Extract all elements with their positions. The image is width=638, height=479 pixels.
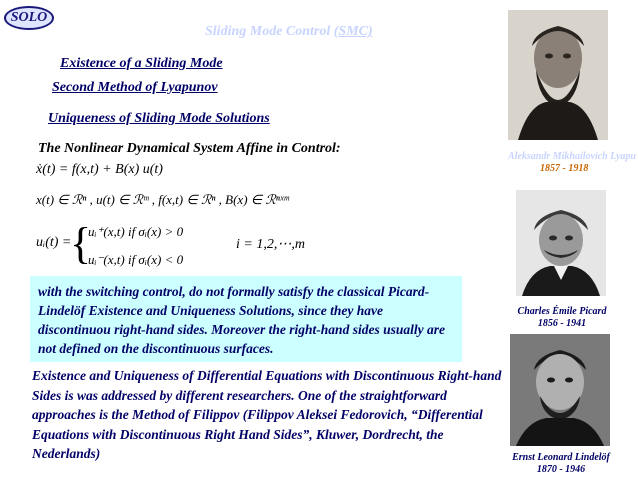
- title-abbr: (SMC): [333, 24, 373, 39]
- heading-system: The Nonlinear Dynamical System Affine in Control:: [38, 141, 341, 156]
- heading-existence: Existence of a Sliding Mode: [60, 56, 223, 71]
- highlight-text: with the switching control, do not formally satisfy the classical Picard-Lindelöf Existence and Uniqueness Solutions, since they have discontinuou right-hand sides. Moreover the right-hand sides usually are not defined on the discontinuous surfaces.: [38, 284, 445, 356]
- portrait-picard: [516, 190, 606, 296]
- slide-title: [205, 24, 373, 40]
- caption-lyapunov-years: 1857 - 1918: [540, 163, 589, 174]
- highlight-box: [30, 276, 462, 362]
- caption-picard-years: 1856 - 1941: [537, 318, 587, 329]
- solo-badge: SOLO: [4, 6, 54, 30]
- caption-picard-name: Charles Émile Picard: [517, 306, 607, 317]
- portrait-lindelof: [510, 334, 610, 446]
- title-text: Sliding Mode Control: [205, 24, 334, 39]
- equation-control-lhs: uᵢ(t) =: [36, 235, 72, 250]
- portrait-lyapunov: [508, 10, 608, 140]
- caption-lyapunov-name: Aleksandr Mikhailovich Lyapu: [508, 151, 636, 162]
- equation-case-negative: uᵢ⁻(x,t) if σᵢ(x) < 0: [88, 252, 184, 267]
- equation-dynamics: ẋ(t) = f(x,t) + B(x) u(t): [36, 162, 163, 177]
- heading-uniqueness: Uniqueness of Sliding Mode Solutions: [48, 111, 270, 126]
- equation-case-positive: uᵢ⁺(x,t) if σᵢ(x) > 0: [88, 224, 184, 239]
- cases-brace: {: [70, 219, 92, 268]
- heading-lyapunov: Second Method of Lyapunov: [52, 80, 218, 95]
- equation-index-range: i = 1,2,⋯,m: [236, 237, 305, 252]
- caption-lindelof-name: Ernst Leonard Lindelöf: [512, 452, 610, 463]
- caption-lindelof-years: 1870 - 1946: [536, 464, 586, 475]
- body-paragraph: Existence and Uniqueness of Differential Equations with Discontinuous Right-hand Sides is was addressed by different researchers. One of the straightforward approaches is the Method of Filippov (Filippov Aleksei Fedorovich, “Differential Equations with Discontinuous Right Hand Sides”, Kluwer, Dordrecht, the Nederlands): [32, 368, 502, 461]
- equation-domains: x(t) ∈ ℛⁿ , u(t) ∈ ℛᵐ , f(x,t) ∈ ℛⁿ , B(x) ∈ ℛⁿˣᵐ: [36, 192, 289, 207]
